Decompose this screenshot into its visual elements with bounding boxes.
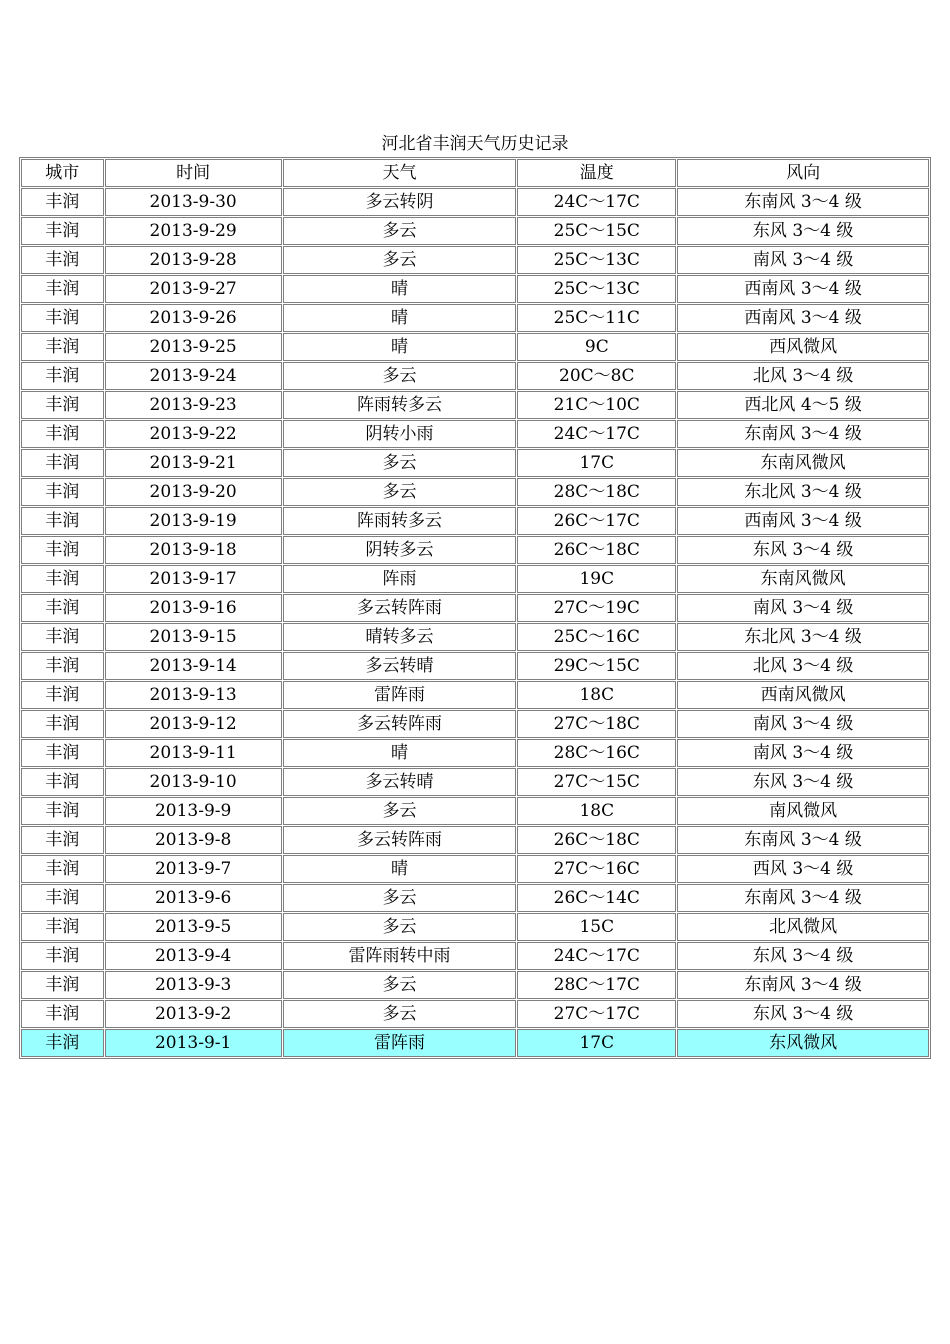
cell-temperature: 25C～16C <box>517 623 676 651</box>
cell-city: 丰润 <box>21 333 104 361</box>
cell-temperature: 25C～15C <box>517 217 676 245</box>
cell-temperature: 27C～18C <box>517 710 676 738</box>
cell-date: 2013-9-12 <box>105 710 282 738</box>
cell-wind: 东南风 3～4 级 <box>677 420 929 448</box>
table-row <box>21 246 929 274</box>
table-row <box>21 797 929 825</box>
cell-date: 2013-9-1 <box>105 1029 282 1057</box>
cell-city: 丰润 <box>21 594 104 622</box>
cell-city: 丰润 <box>21 942 104 970</box>
cell-date: 2013-9-11 <box>105 739 282 767</box>
cell-city: 丰润 <box>21 304 104 332</box>
cell-city: 丰润 <box>21 797 104 825</box>
cell-weather: 多云转阴 <box>283 188 517 216</box>
cell-date: 2013-9-20 <box>105 478 282 506</box>
cell-weather: 阴转多云 <box>283 536 517 564</box>
table-row <box>21 623 929 651</box>
table-row <box>21 855 929 883</box>
cell-wind: 东南风 3～4 级 <box>677 188 929 216</box>
cell-temperature: 25C～13C <box>517 275 676 303</box>
cell-wind: 北风 3～4 级 <box>677 652 929 680</box>
cell-city: 丰润 <box>21 826 104 854</box>
weather-history-table <box>19 157 931 1059</box>
cell-weather: 晴 <box>283 333 517 361</box>
cell-city: 丰润 <box>21 449 104 477</box>
cell-temperature: 21C～10C <box>517 391 676 419</box>
cell-weather: 多云 <box>283 797 517 825</box>
cell-date: 2013-9-17 <box>105 565 282 593</box>
cell-weather: 雷阵雨转中雨 <box>283 942 517 970</box>
table-row <box>21 1000 929 1028</box>
table-row <box>21 942 929 970</box>
cell-wind: 东南风微风 <box>677 565 929 593</box>
cell-city: 丰润 <box>21 681 104 709</box>
cell-wind: 东南风 3～4 级 <box>677 971 929 999</box>
cell-date: 2013-9-9 <box>105 797 282 825</box>
cell-wind: 西风 3～4 级 <box>677 855 929 883</box>
cell-wind: 南风微风 <box>677 797 929 825</box>
cell-date: 2013-9-13 <box>105 681 282 709</box>
table-row <box>21 681 929 709</box>
cell-date: 2013-9-14 <box>105 652 282 680</box>
table-row <box>21 739 929 767</box>
cell-city: 丰润 <box>21 391 104 419</box>
cell-weather: 多云转阵雨 <box>283 710 517 738</box>
cell-wind: 东风 3～4 级 <box>677 536 929 564</box>
table-row <box>21 420 929 448</box>
cell-date: 2013-9-6 <box>105 884 282 912</box>
cell-date: 2013-9-22 <box>105 420 282 448</box>
cell-temperature: 24C～17C <box>517 188 676 216</box>
cell-wind: 西北风 4～5 级 <box>677 391 929 419</box>
header-temperature: 温度 <box>517 159 676 187</box>
cell-city: 丰润 <box>21 768 104 796</box>
cell-city: 丰润 <box>21 507 104 535</box>
cell-city: 丰润 <box>21 246 104 274</box>
cell-city: 丰润 <box>21 623 104 651</box>
cell-wind: 西南风 3～4 级 <box>677 507 929 535</box>
cell-wind: 东北风 3～4 级 <box>677 478 929 506</box>
cell-temperature: 27C～19C <box>517 594 676 622</box>
table-row <box>21 652 929 680</box>
cell-weather: 多云转晴 <box>283 768 517 796</box>
cell-temperature: 15C <box>517 913 676 941</box>
cell-wind: 东风 3～4 级 <box>677 217 929 245</box>
cell-temperature: 17C <box>517 449 676 477</box>
cell-wind: 西南风 3～4 级 <box>677 275 929 303</box>
header-wind: 风向 <box>677 159 929 187</box>
cell-temperature: 26C～18C <box>517 826 676 854</box>
cell-city: 丰润 <box>21 478 104 506</box>
cell-wind: 东风 3～4 级 <box>677 1000 929 1028</box>
header-weather: 天气 <box>283 159 517 187</box>
cell-weather: 多云 <box>283 478 517 506</box>
cell-weather: 晴 <box>283 275 517 303</box>
cell-city: 丰润 <box>21 188 104 216</box>
cell-city: 丰润 <box>21 913 104 941</box>
cell-temperature: 20C～8C <box>517 362 676 390</box>
cell-date: 2013-9-28 <box>105 246 282 274</box>
cell-city: 丰润 <box>21 1000 104 1028</box>
table-row <box>21 449 929 477</box>
table-row <box>21 333 929 361</box>
table-row <box>21 971 929 999</box>
cell-temperature: 28C～17C <box>517 971 676 999</box>
cell-weather: 晴 <box>283 739 517 767</box>
table-row <box>21 188 929 216</box>
cell-temperature: 17C <box>517 1029 676 1057</box>
cell-date: 2013-9-4 <box>105 942 282 970</box>
table-row <box>21 217 929 245</box>
cell-wind: 东南风 3～4 级 <box>677 884 929 912</box>
page-title: 河北省丰润天气历史记录 <box>381 134 569 154</box>
cell-temperature: 26C～17C <box>517 507 676 535</box>
cell-weather: 阵雨转多云 <box>283 391 517 419</box>
table-row <box>21 304 929 332</box>
cell-city: 丰润 <box>21 565 104 593</box>
cell-wind: 东南风微风 <box>677 449 929 477</box>
cell-date: 2013-9-18 <box>105 536 282 564</box>
table-row <box>21 507 929 535</box>
cell-weather: 多云 <box>283 913 517 941</box>
cell-date: 2013-9-21 <box>105 449 282 477</box>
cell-date: 2013-9-27 <box>105 275 282 303</box>
cell-city: 丰润 <box>21 855 104 883</box>
cell-city: 丰润 <box>21 536 104 564</box>
table-row <box>21 884 929 912</box>
cell-date: 2013-9-23 <box>105 391 282 419</box>
cell-weather: 阴转小雨 <box>283 420 517 448</box>
cell-weather: 多云 <box>283 246 517 274</box>
header-date: 时间 <box>105 159 282 187</box>
cell-wind: 南风 3～4 级 <box>677 739 929 767</box>
cell-wind: 北风微风 <box>677 913 929 941</box>
cell-city: 丰润 <box>21 971 104 999</box>
cell-city: 丰润 <box>21 739 104 767</box>
cell-date: 2013-9-5 <box>105 913 282 941</box>
cell-wind: 东北风 3～4 级 <box>677 623 929 651</box>
cell-date: 2013-9-7 <box>105 855 282 883</box>
cell-date: 2013-9-15 <box>105 623 282 651</box>
cell-weather: 阵雨转多云 <box>283 507 517 535</box>
cell-wind: 北风 3～4 级 <box>677 362 929 390</box>
cell-weather: 多云转阵雨 <box>283 594 517 622</box>
table-row <box>21 826 929 854</box>
cell-temperature: 28C～16C <box>517 739 676 767</box>
cell-city: 丰润 <box>21 710 104 738</box>
table-row <box>21 710 929 738</box>
cell-temperature: 27C～17C <box>517 1000 676 1028</box>
table-row <box>21 362 929 390</box>
table-row <box>21 275 929 303</box>
cell-temperature: 9C <box>517 333 676 361</box>
cell-wind: 西南风微风 <box>677 681 929 709</box>
table-row <box>21 391 929 419</box>
cell-temperature: 28C～18C <box>517 478 676 506</box>
cell-temperature: 24C～17C <box>517 420 676 448</box>
cell-weather: 多云转阵雨 <box>283 826 517 854</box>
table-row <box>21 594 929 622</box>
cell-weather: 雷阵雨 <box>283 681 517 709</box>
cell-weather: 晴 <box>283 855 517 883</box>
header-city: 城市 <box>21 159 104 187</box>
cell-wind: 南风 3～4 级 <box>677 594 929 622</box>
cell-temperature: 27C～16C <box>517 855 676 883</box>
cell-city: 丰润 <box>21 1029 104 1057</box>
cell-temperature: 19C <box>517 565 676 593</box>
cell-weather: 多云转晴 <box>283 652 517 680</box>
table-row <box>21 768 929 796</box>
table-row <box>21 536 929 564</box>
cell-wind: 南风 3～4 级 <box>677 710 929 738</box>
cell-wind: 东风 3～4 级 <box>677 768 929 796</box>
cell-wind: 南风 3～4 级 <box>677 246 929 274</box>
cell-date: 2013-9-25 <box>105 333 282 361</box>
cell-temperature: 25C～13C <box>517 246 676 274</box>
cell-date: 2013-9-24 <box>105 362 282 390</box>
cell-city: 丰润 <box>21 884 104 912</box>
cell-city: 丰润 <box>21 652 104 680</box>
table-row <box>21 478 929 506</box>
cell-weather: 晴转多云 <box>283 623 517 651</box>
cell-temperature: 18C <box>517 681 676 709</box>
cell-date: 2013-9-2 <box>105 1000 282 1028</box>
table-header-row <box>21 159 929 187</box>
cell-wind: 西风微风 <box>677 333 929 361</box>
cell-date: 2013-9-29 <box>105 217 282 245</box>
cell-temperature: 26C～14C <box>517 884 676 912</box>
cell-wind: 西南风 3～4 级 <box>677 304 929 332</box>
cell-date: 2013-9-26 <box>105 304 282 332</box>
cell-temperature: 18C <box>517 797 676 825</box>
cell-weather: 晴 <box>283 304 517 332</box>
cell-weather: 多云 <box>283 362 517 390</box>
cell-city: 丰润 <box>21 217 104 245</box>
table-body <box>21 188 929 1057</box>
cell-weather: 多云 <box>283 1000 517 1028</box>
cell-date: 2013-9-16 <box>105 594 282 622</box>
cell-wind: 东风微风 <box>677 1029 929 1057</box>
cell-temperature: 24C～17C <box>517 942 676 970</box>
cell-weather: 阵雨 <box>283 565 517 593</box>
cell-weather: 雷阵雨 <box>283 1029 517 1057</box>
cell-city: 丰润 <box>21 420 104 448</box>
table-row <box>21 1029 929 1057</box>
cell-weather: 多云 <box>283 971 517 999</box>
cell-wind: 东南风 3～4 级 <box>677 826 929 854</box>
cell-date: 2013-9-10 <box>105 768 282 796</box>
cell-weather: 多云 <box>283 449 517 477</box>
cell-weather: 多云 <box>283 884 517 912</box>
table-row <box>21 913 929 941</box>
cell-temperature: 29C～15C <box>517 652 676 680</box>
cell-temperature: 26C～18C <box>517 536 676 564</box>
cell-date: 2013-9-30 <box>105 188 282 216</box>
cell-wind: 东风 3～4 级 <box>677 942 929 970</box>
cell-weather: 多云 <box>283 217 517 245</box>
cell-date: 2013-9-3 <box>105 971 282 999</box>
cell-city: 丰润 <box>21 362 104 390</box>
cell-city: 丰润 <box>21 275 104 303</box>
cell-temperature: 27C～15C <box>517 768 676 796</box>
cell-temperature: 25C～11C <box>517 304 676 332</box>
cell-date: 2013-9-19 <box>105 507 282 535</box>
table-row <box>21 565 929 593</box>
cell-date: 2013-9-8 <box>105 826 282 854</box>
